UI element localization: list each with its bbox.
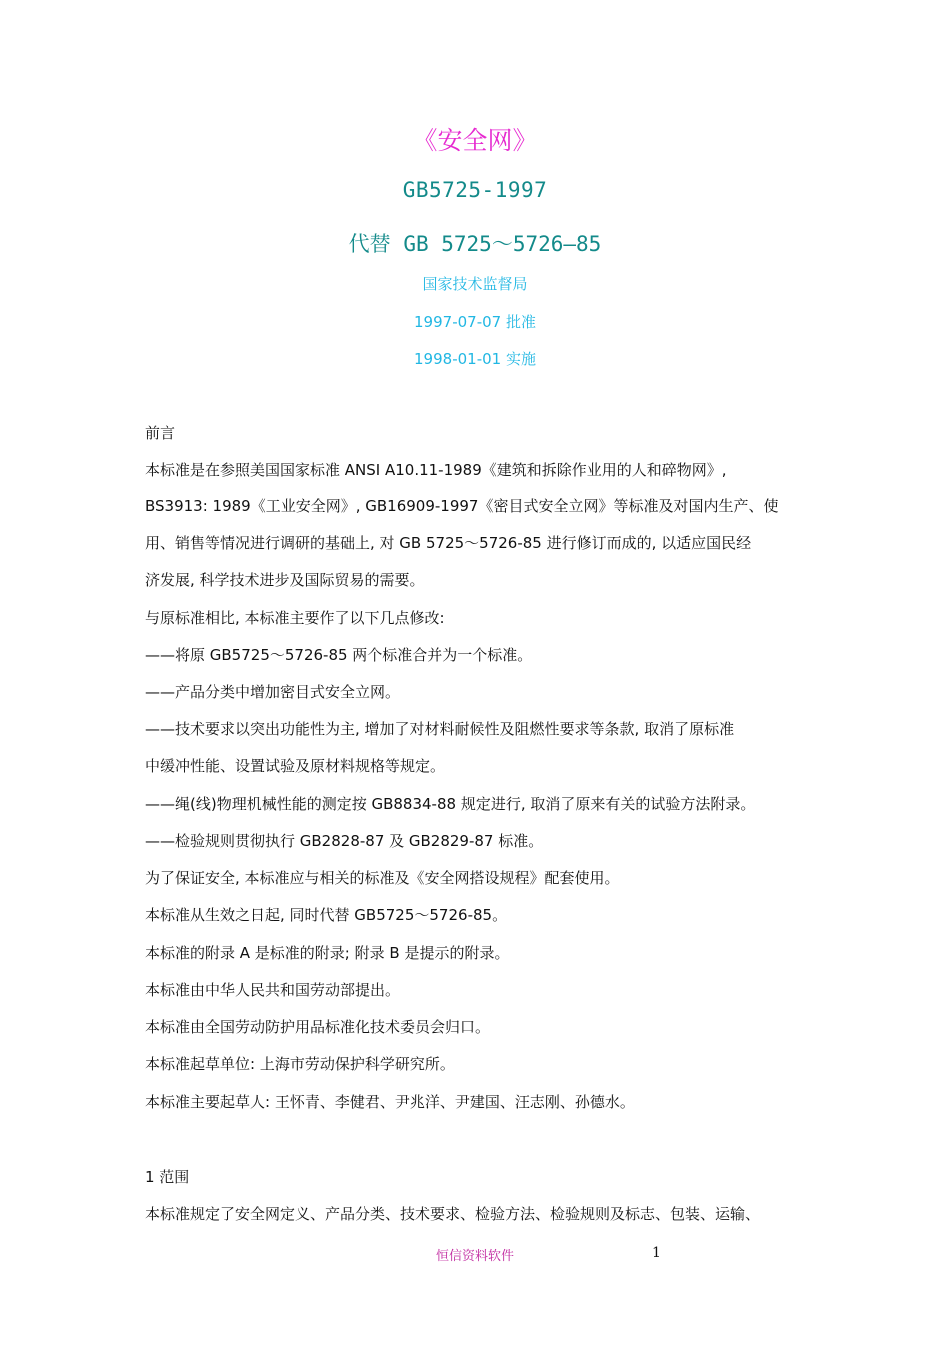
paragraph-line: 本标准由中华人民共和国劳动部提出。 xyxy=(145,981,401,999)
section-heading-scope: 1 范围 xyxy=(145,1168,190,1186)
section-heading-foreword: 前言 xyxy=(145,424,176,442)
list-item: ——检验规则贯彻执行 GB2828-87 及 GB2829-87 标准。 xyxy=(145,832,544,850)
effective-date: 1998-01-01 实施 xyxy=(414,350,536,368)
page-number: 1 xyxy=(652,1245,661,1261)
paragraph-line: 为了保证安全, 本标准应与相关的标准及《安全网搭设规程》配套使用。 xyxy=(145,869,620,887)
paragraph-line: 本标准的附录 A 是标准的附录; 附录 B 是提示的附录。 xyxy=(145,944,510,962)
list-item: ——产品分类中增加密目式安全立网。 xyxy=(145,683,401,701)
issuing-authority: 国家技术监督局 xyxy=(422,275,528,293)
paragraph-line: BS3913: 1989《工业安全网》, GB16909-1997《密目式安全立网》等标准及对国内生产、使 xyxy=(145,497,779,515)
replaces-standard: 代替 GB 5725～5726—85 xyxy=(348,232,602,256)
paragraph-line: 与原标准相比, 本标准主要作了以下几点修改: xyxy=(145,609,445,627)
approval-date: 1997-07-07 批准 xyxy=(414,313,536,331)
paragraph-line: 用、销售等情况进行调研的基础上, 对 GB 5725～5726-85 进行修订而成的, 以适应国民经 xyxy=(145,534,752,552)
list-item: ——技术要求以突出功能性为主, 增加了对材料耐候性及阻燃性要求等条款, 取消了原标准 xyxy=(145,720,735,738)
paragraph-line: 本标准主要起草人: 王怀青、李健君、尹兆洋、尹建国、汪志刚、孙德水。 xyxy=(145,1093,635,1111)
list-item-continuation: 中缓冲性能、设置试验及原材料规格等规定。 xyxy=(145,757,446,775)
paragraph-line: 本标准起草单位: 上海市劳动保护科学研究所。 xyxy=(145,1055,455,1073)
paragraph-line: 本标准规定了安全网定义、产品分类、技术要求、检验方法、检验规则及标志、包装、运输、 xyxy=(145,1205,761,1223)
document-title: 《安全网》 xyxy=(412,126,538,155)
paragraph-line: 本标准是在参照美国国家标准 ANSI A10.11-1989《建筑和拆除作业用的人和碎物网》, xyxy=(145,461,727,479)
list-item: ——将原 GB5725～5726-85 两个标准合并为一个标准。 xyxy=(145,646,533,664)
paragraph-line: 本标准由全国劳动防护用品标准化技术委员会归口。 xyxy=(145,1018,491,1036)
list-item: ——绳(线)物理机械性能的测定按 GB8834-88 规定进行, 取消了原来有关的试验方法附录。 xyxy=(145,795,756,813)
paragraph-line: 济发展, 科学技术进步及国际贸易的需要。 xyxy=(145,571,425,589)
paragraph-line: 本标准从生效之日起, 同时代替 GB5725～5726-85。 xyxy=(145,906,508,924)
footer-source: 恒信资料软件 xyxy=(435,1249,514,1264)
standard-code: GB5725-1997 xyxy=(402,178,548,202)
